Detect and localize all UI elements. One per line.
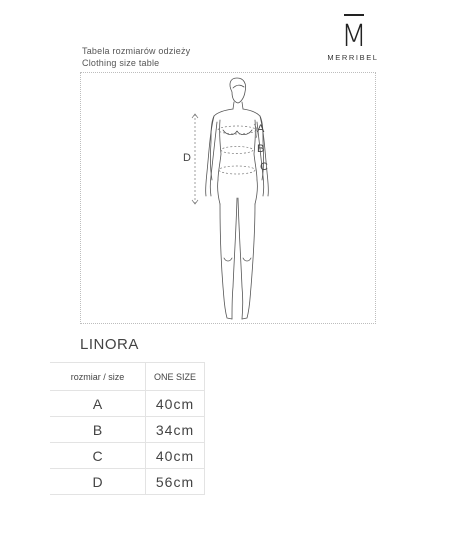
- table-row: [50, 391, 205, 417]
- logo-letter: M: [341, 19, 367, 54]
- figure-head: [230, 78, 246, 103]
- heading-polish: Tabela rozmiarów odzieży: [82, 46, 191, 56]
- row-label: D: [50, 469, 146, 495]
- product-name: LINORA: [80, 336, 139, 353]
- table-row: [50, 417, 205, 443]
- row-value: 34cm: [146, 417, 205, 443]
- label-b: B: [257, 143, 265, 155]
- figure-left-arm: [206, 116, 214, 196]
- row-value: 56cm: [146, 469, 205, 495]
- figure-torso: [210, 109, 263, 180]
- row-value: 40cm: [146, 391, 205, 417]
- figure-left-leg: [220, 204, 232, 319]
- size-table: [50, 362, 205, 495]
- label-c: C: [260, 161, 268, 173]
- row-label: A: [50, 391, 146, 417]
- size-table-header: [50, 363, 205, 391]
- label-a: A: [257, 123, 265, 135]
- logo-macron: [344, 14, 364, 16]
- table-row: [50, 469, 205, 495]
- brand-logo-mark: [336, 14, 372, 54]
- brand-name: MERRIBEL: [327, 53, 379, 62]
- body-figure-diagram: [80, 72, 376, 324]
- header-size-label: rozmiar / size: [50, 363, 146, 391]
- figure-right-leg: [242, 204, 255, 319]
- label-d: D: [183, 152, 191, 164]
- measure-line-a: [218, 126, 256, 134]
- row-label: C: [50, 443, 146, 469]
- table-row: [50, 443, 205, 469]
- row-value: 40cm: [146, 443, 205, 469]
- header-one-size: ONE SIZE: [146, 363, 205, 391]
- heading-english: Clothing size table: [82, 58, 160, 68]
- measure-line-c: [219, 166, 255, 174]
- measure-line-b: [221, 147, 253, 154]
- row-label: B: [50, 417, 146, 443]
